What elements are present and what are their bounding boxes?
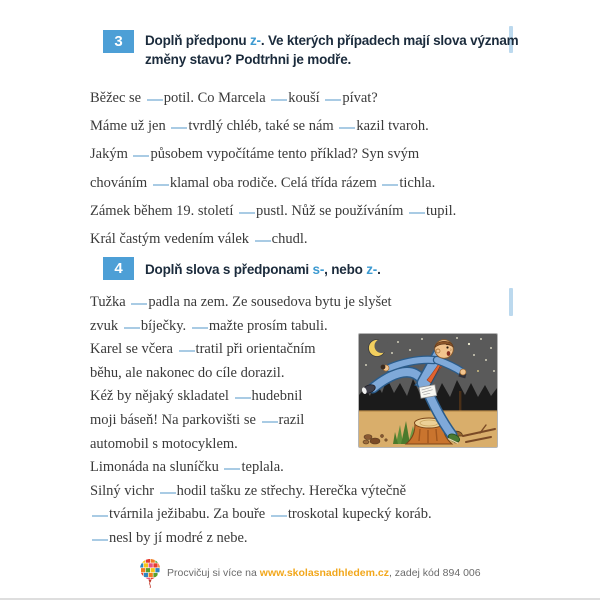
fill-in-blank [239,212,255,214]
exercise-4-sentence: nesl by jí modré z nebe. [90,527,432,551]
fill-in-blank [92,539,108,541]
exercise-4-sentence: moji báseň! Na parkovišti se razil [90,411,305,428]
exercise-3-sentence: Král častým vedením válek chudl. [90,231,308,248]
exercise-4-sentence: tvárnila ježibabu. Za bouře troskotal kupecký koráb. [90,503,432,527]
footer-text[interactable]: Procvičuj si více na www.skolasnadhledem.cz, zadej kód 894 006 [167,567,481,579]
exercise-3-number-badge: 3 [103,30,134,53]
exercise-3-title-line: Doplň předponu z-. Ve kterých případech mají slova význam [145,33,519,48]
fill-in-blank [153,184,169,186]
fill-in-blank [92,515,108,517]
exercise-3-sentence: Jakým působem vypočítáme tento příklad? Syn svým [90,146,420,163]
exercise-4-sentence: Silný vichr hodil tašku ze střechy. Herečka výtečně [90,482,407,499]
fill-in-blank [325,99,341,101]
fill-in-blank [160,492,176,494]
exercise-3-sentence: chováním klamal oba rodiče. Celá třída rázem tichla. [90,174,436,191]
head [435,340,454,359]
exercise-4-number-badge: 4 [103,257,134,280]
fill-in-blank [382,184,398,186]
map-badge [419,385,437,399]
fill-in-blank [255,240,271,242]
exercise-4-sentence: zvuk bíječky. mažte prosím tabuli. [90,317,328,334]
exercise-4-title [145,260,381,279]
exercise-4-sentence: Limonáda na sluníčku teplala. [90,459,284,476]
fill-in-blank [235,397,251,399]
fill-in-blank [133,155,149,157]
exercise-3-title-line: změny stavu? Podtrhni je modře. [145,52,352,67]
footer [139,558,481,588]
night-runner-illustration [358,333,498,448]
fill-in-blank [224,468,240,470]
exercise-3-text [90,84,456,253]
page-edge-mark [509,288,513,316]
fill-in-blank [131,303,147,305]
exercise-4-sentence: běhu, ale nakonec do cíle dorazil. [90,364,285,381]
fill-in-blank [171,127,187,129]
balloon-logo-icon [139,558,161,588]
fill-in-blank [409,212,425,214]
fill-in-blank [339,127,355,129]
fill-in-blank [192,327,208,329]
fill-in-blank [179,350,195,352]
exercise-3-sentence: Běžec se potil. Co Marcela kouší pívat? [90,90,378,106]
fill-in-blank [271,515,287,517]
exercise-4-sentence: automobil s motocyklem. [90,435,238,452]
fill-in-blank [124,327,140,329]
exercise-4-sentence: Kéž by nějaký skladatel hudebnil [90,388,303,405]
exercise-4-sentence: Tužka padla na zem. Ze sousedova bytu je slyšet [90,294,392,310]
exercise-3-sentence: Zámek během 19. století pustl. Nůž se používáním tupil. [90,202,457,219]
exercise-3-sentence: Máme už jen tvrdlý chléb, také se nám kazil tvaroh. [90,118,429,135]
exercise-4-title-line: Doplň slova s předponami s-, nebo z-. [145,262,381,277]
exercise-3-title [145,31,518,69]
fill-in-blank [147,99,163,101]
fill-in-blank [271,99,287,101]
fill-in-blank [262,421,278,423]
exercise-4-sentence: Karel se včera tratil při orientačním [90,341,316,358]
